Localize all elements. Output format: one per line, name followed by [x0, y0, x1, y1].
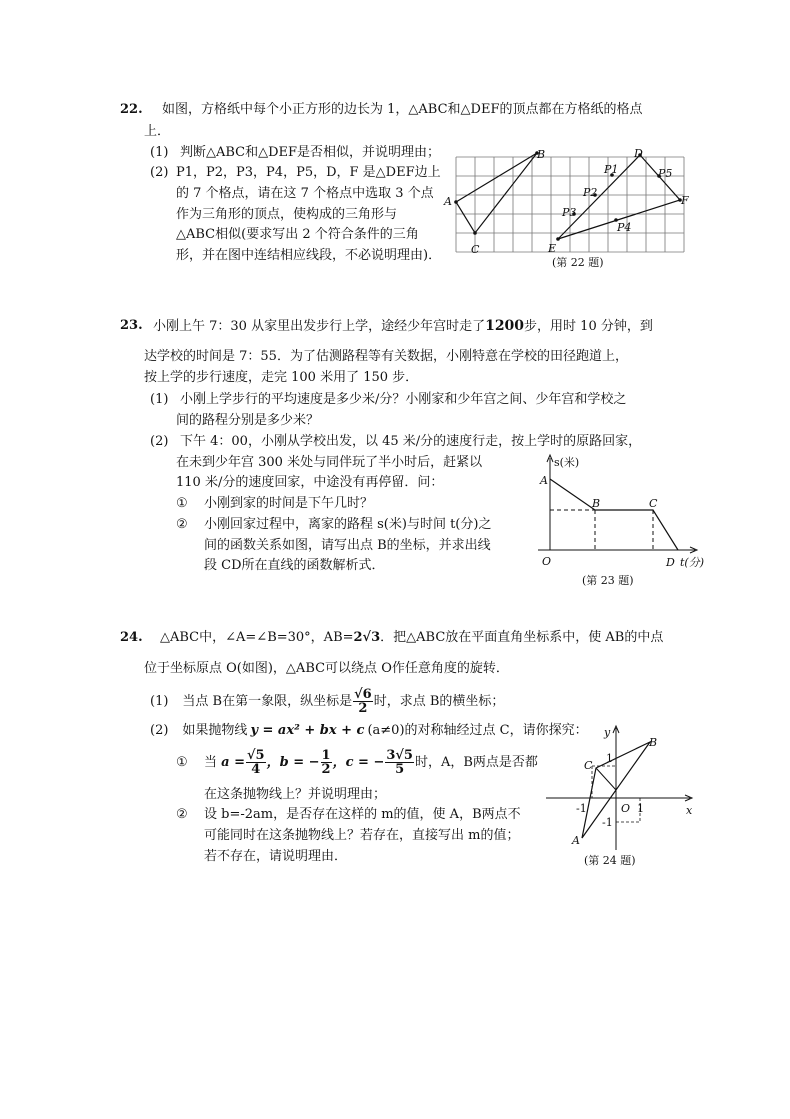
q24-tick-x-neg: -1: [576, 802, 587, 815]
q23-part1-marker: (1): [150, 392, 169, 407]
q24-coordinate-figure: [540, 722, 710, 870]
q23-figure-caption: (第 23 题): [582, 574, 634, 587]
q24-sub1-tail: 时，A，B两点是否都: [414, 755, 538, 770]
q22-lattice-points: [454, 151, 682, 241]
q22-grid-figure: [440, 145, 700, 275]
q24-sub1-pre: 当: [204, 755, 218, 770]
q24-label-c: C: [584, 759, 593, 772]
q23-sub1-marker: ①: [176, 496, 188, 511]
q23-path-abcd: [550, 479, 678, 550]
q23-sub2-line2: 间的函数关系如图，请写出点 B的坐标，并求出线: [204, 538, 491, 553]
q24-number: 24.: [120, 630, 143, 645]
q23-label-b: B: [592, 497, 601, 510]
q23-label-d: D: [666, 556, 675, 569]
q23-part1-line2: 间的路程分别是多少米？: [176, 413, 320, 428]
q22-part1-text: 判断△ABC和△DEF是否相似，并说明理由；: [180, 145, 441, 160]
label-p4: P4: [617, 221, 632, 234]
q24-sub1-b-frac: [321, 749, 332, 776]
q24-sub2-line1: 设 b=-2am，是否存在这样的 m的值，使 A，B两点不: [204, 807, 521, 822]
q23-stem-line1-c: 步，用时 10 分钟，到: [524, 319, 653, 334]
q22-stem-line2: 上．: [144, 124, 171, 139]
q23-label-a: A: [540, 474, 548, 487]
q24-sub1-line2: 在这条抛物线上？并说明理由；: [204, 787, 387, 802]
q23-label-c: C: [649, 497, 658, 510]
q24-part1-fraction: [353, 688, 373, 715]
q22-part2-line5: 形，并在图中连结相应线段，不必说明理由)．: [176, 248, 442, 263]
q22-number: 22.: [120, 102, 143, 117]
q22-part2-line1: P1，P2，P3，P4，P5，D，F 是△DEF边上: [176, 165, 441, 180]
q24-sub1-c-frac: [385, 749, 414, 776]
q24-stem-line1-a: △ABC中，∠A=∠B=30°，AB=: [160, 630, 354, 645]
q23-part2-line2: 在未到少年宫 300 米处与同伴玩了半小时后，赶紧以: [176, 455, 483, 470]
q24-part1-text-a: 当点 B在第一象限，纵坐标是: [182, 694, 353, 709]
q24-sub1-a-var: a =: [221, 755, 245, 770]
q24-part2-marker: (2): [150, 723, 169, 738]
label-p1: P1: [604, 163, 619, 176]
q23-stem-line2: 达学校的时间是 7：55．为了估测路程等有关数据，小刚特意在学校的田径跑道上，: [144, 349, 628, 364]
q24-sub2-marker: ②: [176, 807, 188, 822]
q24-x-label: x: [686, 804, 693, 817]
q23-x-label: t(分): [680, 556, 705, 569]
triangle-abc: [456, 153, 537, 233]
q24-line-co: [596, 768, 616, 790]
q24-sub1-b-num: 1: [321, 748, 331, 763]
q24-sub1-a-den: 4: [251, 762, 261, 777]
q24-sub1-a-frac: [246, 749, 266, 776]
q24-sub1-line1: [204, 748, 538, 778]
q24-sub1-c-var: ，c = −: [332, 755, 385, 770]
q22-part2-line3: 作为三角形的顶点，使构成的三角形与: [176, 207, 398, 222]
q24-label-b: B: [649, 736, 658, 749]
q24-part1-text-b: 时，求点 B的横坐标；: [373, 694, 505, 709]
q23-steps-1200: 1200: [485, 318, 525, 334]
q24-part1-marker: (1): [150, 694, 169, 709]
q24-sub1-b-den: 2: [321, 762, 331, 777]
q24-figure-caption: (第 24 题): [584, 854, 636, 867]
q24-stem-line1: [160, 629, 663, 647]
q24-part2-text-a: 如果抛物线: [182, 723, 248, 738]
q24-sub2-line2: 可能同时在这条抛物线上？若存在，直接写出 m的值；: [204, 828, 520, 843]
q24-part1-frac-den: 2: [358, 701, 368, 716]
label-p2: P2: [583, 186, 598, 199]
q22-part1-marker: (1): [150, 145, 169, 160]
q24-sub1-marker: ①: [176, 755, 188, 770]
q24-sub1-c-den: 5: [395, 762, 405, 777]
q23-stem-line3: 按上学的步行速度，走完 100 米用了 150 步．: [144, 370, 419, 385]
q24-y-label: y: [604, 726, 611, 739]
label-e: E: [548, 242, 557, 255]
q23-part1-line1: 小刚上学步行的平均速度是多少米/分？小刚家和少年宫之间、少年宫和学校之: [180, 392, 627, 407]
label-a: A: [444, 195, 452, 208]
label-p3: P3: [562, 206, 577, 219]
label-b: B: [537, 148, 546, 161]
q23-origin: O: [542, 555, 552, 568]
q23-sub2-marker: ②: [176, 517, 188, 532]
q24-tick-y-pos: 1: [606, 752, 613, 765]
q24-stem-line1-c: ．把△ABC放在平面直角坐标系中，使 AB的中点: [380, 630, 664, 645]
q22-grid: [456, 157, 684, 252]
q24-sub1-c-num: 3√5: [386, 748, 413, 763]
q24-sub2-line3: 若不存在，请说明理由．: [204, 849, 348, 864]
q23-sub2-line1: 小刚回家过程中，离家的路程 s(米)与时间 t(分)之: [204, 517, 492, 532]
label-f: F: [681, 194, 689, 207]
q24-part1-frac-num: √6: [354, 687, 372, 702]
q23-sub1-text: 小刚到家的时间是下午几时？: [204, 496, 374, 511]
label-p5: P5: [658, 167, 673, 180]
q24-tick-y-neg: -1: [602, 816, 613, 829]
q22-part2-line4: △ABC相似(要求写出 2 个符合条件的三角: [176, 227, 419, 242]
q23-part2-line1: 下午 4：00，小刚从学校出发，以 45 米/分的速度行走，按上学时的原路回家，: [180, 434, 642, 449]
q24-tick-x-pos: 1: [637, 802, 644, 815]
q24-part1: [150, 687, 504, 717]
q23-stem-line1-a: 小刚上午 7：30 从家里出发步行上学，途经少年宫时走了: [153, 319, 486, 334]
label-d: D: [634, 147, 643, 160]
q24-stem-line2: 位于坐标原点 O(如图)，△ABC可以绕点 O作任意角度的旋转．: [144, 661, 509, 676]
q23-y-label: s(米): [554, 456, 580, 469]
q23-number: 23.: [120, 318, 143, 333]
q24-origin: O: [621, 802, 631, 815]
q22-figure-caption: (第 22 题): [552, 256, 604, 269]
q24-ab-value: 2√3: [353, 630, 381, 645]
q24-part2: [150, 722, 588, 740]
q24-label-a: A: [572, 834, 580, 847]
q22-stem-line1: 如图，方格纸中每个小正方形的边长为 1，△ABC和△DEF的顶点都在方格纸的格点: [162, 102, 643, 117]
label-c: C: [471, 243, 480, 256]
q23-stem-line1: [153, 317, 653, 336]
q24-sub1-b-var: ，b = −: [266, 755, 320, 770]
q22-part2-line2: 的 7 个格点，请在这 7 个格点中选取 3 个点: [176, 186, 434, 201]
q22-part2-marker: (2): [150, 165, 169, 180]
q23-part2-marker: (2): [150, 434, 169, 449]
q24-sub1-a-num: √5: [247, 748, 265, 763]
q23-sub2-line3: 段 CD所在直线的函数解析式．: [204, 558, 385, 573]
q23-part2-line3: 110 米/分的速度回家，中途没有再停留．问：: [176, 475, 444, 490]
q24-parabola-formula: y = ax² + bx + c: [250, 723, 365, 738]
q24-part2-text-b: (a≠0)的对称轴经过点 C，请你探究：: [367, 723, 588, 738]
q23-graph-figure: [530, 452, 710, 592]
